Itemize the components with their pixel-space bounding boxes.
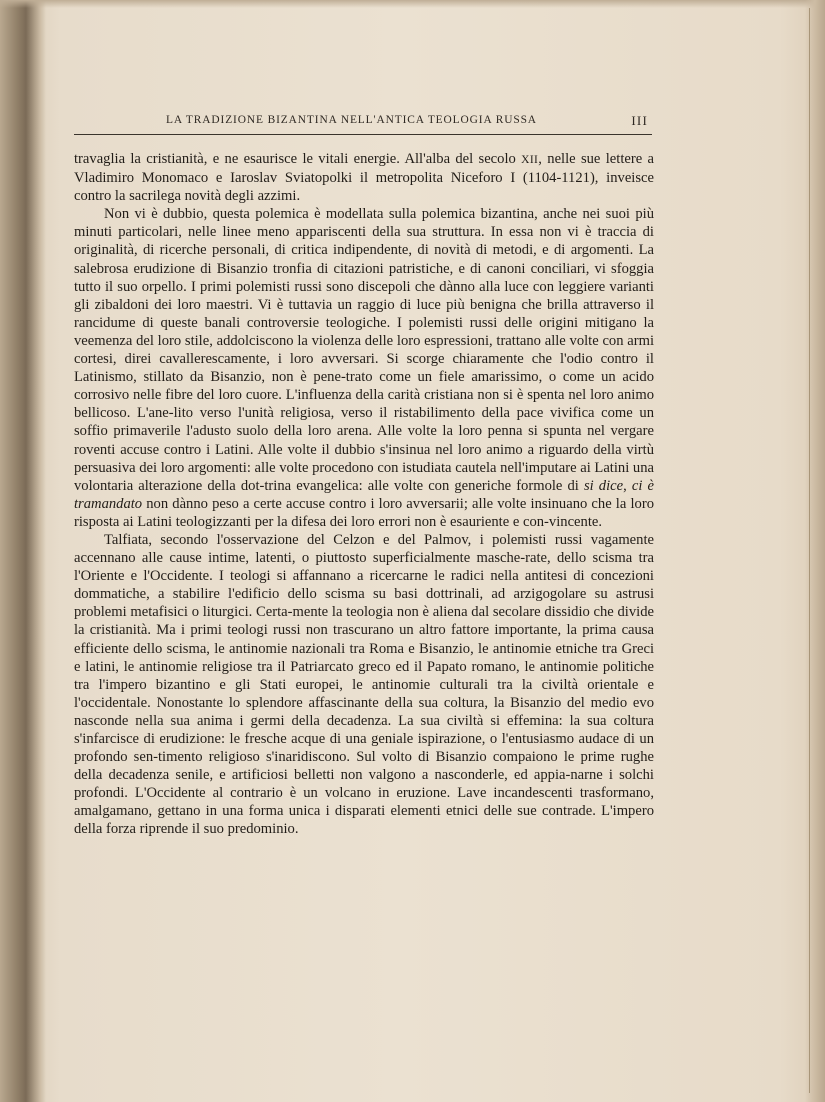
page-right-edge [805,0,825,1102]
book-gutter-shadow [0,0,46,1102]
paragraph-2-part-a: Non vi è dubbio, questa polemica è modellata sulla polemica bizantina, anche nei suoi più minuti particolari, nelle linee meno appariscenti della sua struttura. In essa non vi è traccia di originalità, di ricerche personali, di critica indipendente, di novità di metodi, e di argomenti. La salebrosa erudizione di Bisanzio tronfia di citazioni patristiche, e di canoni conciliari, vi sfoggia tutto il suo orpello. I primi polemisti russi sono discepoli che dànno alla luce con leggiere varianti gli zibaldoni dei loro maestri. Vi è tuttavia un raggio di luce più benigna che brilla attraverso il rancidume di queste banali controversie teologiche. I polemisti russi delle origini mitigano la veemenza del loro stile, addolciscono la violenza delle loro espressioni, trattano alle volte con armi cortesi, direi cavallerescamente, i loro avversari. Si scorge chiaramente che l'odio contro il Latinismo, stillato da Bisanzio, non è pene-trato come un fiele amarissimo, o come un acido corrosivo nelle fibre del loro cuore. L'influenza della carità cristiana non si è spenta nel loro animo bellicoso. L'ane-lito verso l'unità religiosa, verso il ristabilimento della pace vivifica come un soffio primaverile l'adusto suolo della loro arena. Alle volte la loro penna si spunta nel vergare roventi accuse contro i Latini. Alle volte il dubbio s'insinua nel loro animo a riguardo della virtù persuasiva dei loro argomenti: alle volte procedono con istudiata cautela nell'imputare ai Latini una volontaria alterazione della dot-trina evangelica: alle volte con generiche formole di [74,206,654,494]
paragraph-2-part-b: non dànno peso a certe accuse contro i loro avversarii; alle volte insinuano che la loro risposta ai Latini teologizzanti per la difesa dei loro errori non è esauriente e con-vincente. [74,495,654,530]
paragraph-1-part-b: , nelle sue lettere a Vladimiro Monomaco e Iaroslav Sviatopolki il metropolita Niceforo I (1104-1121), inveisce contro la sacrilega novità degli azzimi. [74,151,654,205]
paragraph-3: Talfiata, secondo l'osservazione del Celzon e del Palmov, i polemisti russi vagamente accennano alle cause intime, latenti, o piuttosto superficialmente masche-rate, dello scisma tra l'Oriente e l'Occidente. I teologi si affannano a ricercarne le radici nella antitesi di concezioni dommatiche, a stabilire l'edificio dello scisma su basi dottrinali, ad arzigogolare su astrusi problemi metafisici o liturgici. Certa-mente la teologia non è aliena dal secolare dissidio che divide la cristianità. Ma i primi teologi russi non trascurano un altro fattore importante, la prima causa efficiente dello scisma, le antinomie nazionali tra Roma e Bisanzio, le antinomie etniche tra Greci e latini, le antinomie religiose tra il Patriarcato greco ed il Papato romano, le antinomie politiche tra l'impero bizantino e gli Stati europei, le antinomie culturali tra la civiltà orientale e l'occidentale. Nonostante lo splendore affascinante della sua coltura, la Bisanzio del medio evo nasconde nella sua anima i germi della decadenza. La sua civiltà si effemina: la sua coltura s'infarcisce di erudizione: le fresche acque di una geniale ispirazione, o l'entusiasmo audace di un profondo sen-timento religioso s'inaridiscono. Sul volto di Bisanzio compaiono le prime rughe della decadenza senile, e artificiosi belletti non valgono a nasconderle, ed appia-narne i solchi profondi. L'Occidente al contrario è un volcano in eruzione. Lave incandescenti trasformano, amalgamano, gettano in una forma unica i disparati elementi etnici delle sue contrade. L'impero della forza riprende il suo predominio. [74,531,654,838]
century-numeral: XII [521,154,539,166]
italic-phrase-ci-e-tramandato: ci è tramandato [74,477,655,512]
running-header [74,112,652,134]
header-rule [74,134,652,135]
page-fore-edge-line [809,8,810,1093]
page-number: III [631,113,648,128]
body-text [74,150,654,839]
italic-phrase-si-dice: si dice [583,477,624,494]
paragraph-1-part-a: travaglia la cristianità, e ne esaurisce le vitali energie. All'alba del secolo [74,151,522,167]
italic-separator: , [623,477,632,494]
paragraph-2 [74,205,654,531]
paragraph-1 [74,150,654,205]
page-top-edge [0,0,825,8]
running-title: LA TRADIZIONE BIZANTINA NELL'ANTICA TEOLOGIA RUSSA [166,114,537,126]
